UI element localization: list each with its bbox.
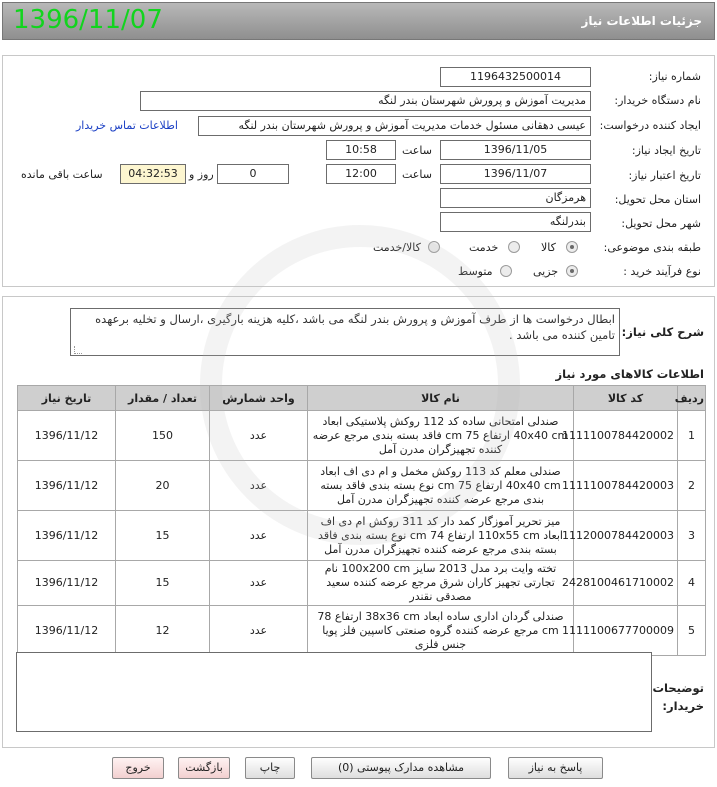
description-label: شرح کلی نیاز: — [621, 325, 704, 339]
category-option-service: خدمت — [469, 241, 499, 254]
item-code: 1111100784420002 — [574, 411, 678, 461]
table-row — [18, 561, 706, 606]
print-button[interactable]: چاپ — [245, 757, 295, 779]
goods-section-title: اطلاعات کالاهای مورد نیاز — [555, 367, 704, 381]
item-code: 1112000784420003 — [574, 511, 678, 561]
category-option-both: کالا/خدمت — [373, 241, 421, 254]
days-label: روز و — [189, 168, 214, 181]
category-radio-both[interactable] — [428, 241, 440, 253]
purchase-radio-minor[interactable] — [566, 265, 578, 277]
row-number: 2 — [678, 461, 706, 511]
item-name: تخته وایت برد مدل 2013 سایز 100x200 cm نام تجارتی تجهیز کاران شرق مرجع عرضه کننده سعید مصدقی نقندر — [308, 561, 574, 606]
date-stamp: 1396/11/07 — [13, 5, 163, 35]
purchase-type-label: نوع فرآیند خرید : — [623, 265, 701, 278]
item-qty: 15 — [116, 561, 210, 606]
validity-time-field: 12:00 — [326, 164, 396, 184]
item-name: صندلی گردان اداری ساده ابعاد 38x36 cm ارتفاع 78 cm مرجع عرضه کننده گروه صنعتی کاسپین فلز پویا جنس فلزی — [308, 606, 574, 656]
item-date: 1396/11/12 — [18, 606, 116, 656]
buyer-org-field: مدیریت آموزش و پرورش شهرستان بندر لنگه — [140, 91, 591, 111]
resize-grip-icon[interactable] — [74, 346, 82, 354]
goods-table — [17, 385, 706, 656]
table-row — [18, 461, 706, 511]
need-number-label: شماره نیاز: — [648, 70, 701, 83]
back-button[interactable]: بازگشت — [178, 757, 230, 779]
item-name: میز تحریر آموزگار کمد دار کد 311 روکش ام دی اف ابعاد 110x55 cm ارتفاع 74 cm نوع بسته بندی فاقد بسته بندی مرجع عرضه کننده تجهیزگران مدرن آمل — [308, 511, 574, 561]
col-code-header: کد کالا — [574, 386, 678, 411]
requester-field: عیسی دهقانی مسئول خدمات مدیریت آموزش و پرورش شهرستان بندر لنگه — [198, 116, 591, 136]
category-option-goods: کالا — [541, 241, 556, 254]
item-name: صندلی امتحانی ساده کد 112 روکش پلاستیکی ابعاد 40x40 cm ارتفاع 75 cm فاقد بسته بندی مرجع عرضه کننده تجهیزگران مدرن آمل — [308, 411, 574, 461]
purchase-radio-medium[interactable] — [500, 265, 512, 277]
buyer-notes-label: توضیحات خریدار: — [652, 681, 704, 713]
table-row — [18, 411, 706, 461]
col-qty-header: تعداد / مقدار — [116, 386, 210, 411]
remaining-label: ساعت باقی مانده — [21, 168, 103, 181]
category-radio-service[interactable] — [508, 241, 520, 253]
table-row — [18, 511, 706, 561]
row-number: 3 — [678, 511, 706, 561]
item-date: 1396/11/12 — [18, 561, 116, 606]
col-date-header: تاریخ نیاز — [18, 386, 116, 411]
need-number-field: 1196432500014 — [440, 67, 591, 87]
item-date: 1396/11/12 — [18, 411, 116, 461]
buyer-notes-field[interactable] — [16, 652, 652, 732]
days-field: 0 — [217, 164, 289, 184]
page-header — [2, 2, 715, 40]
buyer-contact-link[interactable]: اطلاعات تماس خریدار — [76, 119, 178, 132]
row-number: 4 — [678, 561, 706, 606]
item-unit: عدد — [210, 561, 308, 606]
col-unit-header: واحد شمارش — [210, 386, 308, 411]
created-date-field: 1396/11/05 — [440, 140, 591, 160]
city-label: شهر محل تحویل: — [621, 217, 701, 230]
item-qty: 20 — [116, 461, 210, 511]
item-name: صندلی معلم کد 113 روکش مخمل و ام دی اف ابعاد 40x40 cm ارتفاع 75 cm نوع بسته بندی فاقد بسته بندی مرجع عرضه کننده تجهیزگران مدرن آمل — [308, 461, 574, 511]
province-field: هرمزگان — [440, 188, 591, 208]
item-unit: عدد — [210, 511, 308, 561]
category-label: طبقه بندی موضوعی: — [603, 241, 701, 254]
exit-button[interactable]: خروج — [112, 757, 164, 779]
item-qty: 150 — [116, 411, 210, 461]
item-qty: 12 — [116, 606, 210, 656]
validity-time-label: ساعت — [402, 168, 432, 181]
item-unit: عدد — [210, 606, 308, 656]
city-field: بندرلنگه — [440, 212, 591, 232]
table-row — [18, 606, 706, 656]
item-date: 1396/11/12 — [18, 511, 116, 561]
item-unit: عدد — [210, 461, 308, 511]
requester-label: ایجاد کننده درخواست: — [599, 119, 701, 132]
purchase-option-medium: متوسط — [458, 265, 493, 278]
created-date-label: تاریخ ایجاد نیاز: — [631, 144, 701, 157]
row-number: 1 — [678, 411, 706, 461]
item-date: 1396/11/12 — [18, 461, 116, 511]
item-code: 1111100677700009 — [574, 606, 678, 656]
item-qty: 15 — [116, 511, 210, 561]
reply-button[interactable]: پاسخ به نیاز — [508, 757, 603, 779]
need-details-panel — [2, 296, 715, 748]
attachments-button[interactable]: مشاهده مدارک پیوستی (0) — [311, 757, 491, 779]
item-code: 2428100461710002 — [574, 561, 678, 606]
description-field: ابطال درخواست ها از طرف آموزش و پرورش بندر لنگه می باشد ،کلیه هزینه بارگیری ،ارسال و تخلیه برعهده تامین کننده می باشد . — [70, 308, 620, 356]
item-unit: عدد — [210, 411, 308, 461]
validity-date-field: 1396/11/07 — [440, 164, 591, 184]
created-time-field: 10:58 — [326, 140, 396, 160]
page-title: جزئیات اطلاعات نیاز — [581, 14, 702, 28]
col-name-header: نام کالا — [308, 386, 574, 411]
row-number: 5 — [678, 606, 706, 656]
col-row-header: ردیف — [678, 386, 706, 411]
need-info-panel — [2, 55, 715, 287]
purchase-option-minor: جزیی — [533, 265, 559, 278]
category-radio-goods[interactable] — [566, 241, 578, 253]
created-time-label: ساعت — [402, 144, 432, 157]
buyer-org-label: نام دستگاه خریدار: — [614, 94, 701, 107]
table-header-row — [18, 386, 706, 411]
validity-date-label: تاریخ اعتبار نیاز: — [628, 169, 701, 182]
item-code: 1111100784420003 — [574, 461, 678, 511]
remaining-time-field: 04:32:53 — [120, 164, 186, 184]
province-label: استان محل تحویل: — [614, 193, 701, 206]
